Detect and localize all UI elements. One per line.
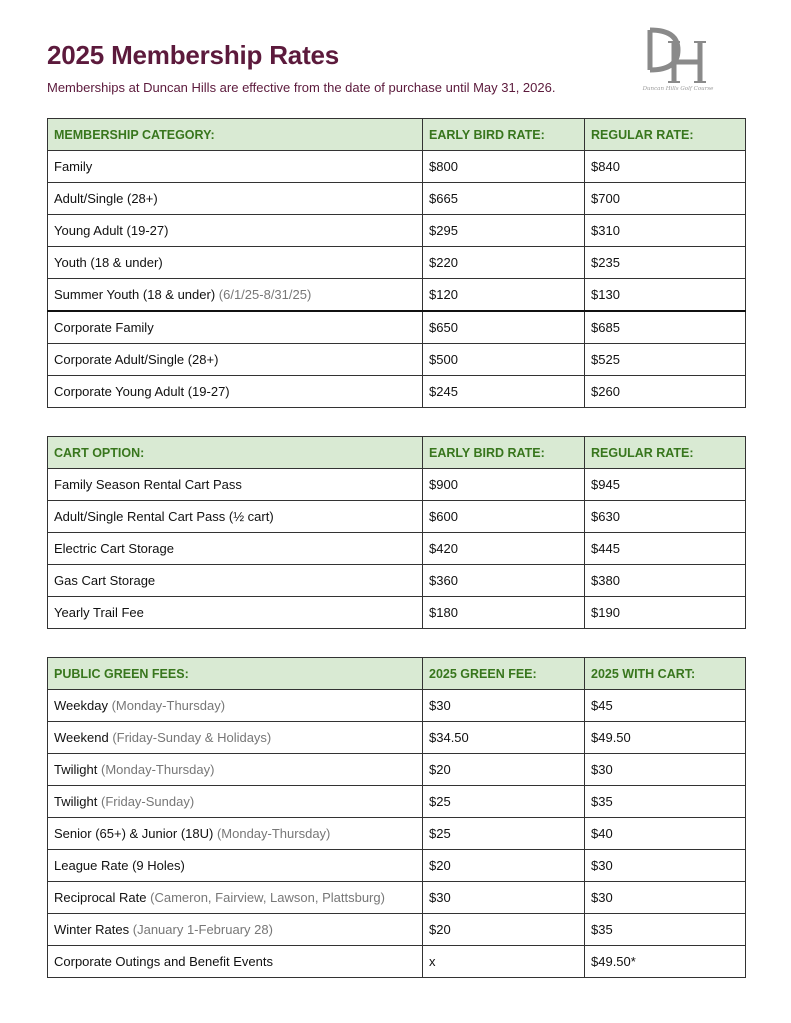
column-header: MEMBERSHIP CATEGORY: <box>48 119 423 151</box>
fee-type-note: (Monday-Thursday) <box>216 826 331 841</box>
category-name: Youth (18 & under) <box>54 255 163 270</box>
green-fee-cell: $20 <box>423 850 585 882</box>
fee-type-name: Winter Rates <box>54 922 130 937</box>
table-row <box>48 690 746 722</box>
category-cell <box>48 151 423 183</box>
fee-type-cell <box>48 786 423 818</box>
early-bird-cell: $665 <box>423 183 585 215</box>
early-bird-cell: $180 <box>423 597 585 629</box>
category-name: Summer Youth (18 & under) <box>54 287 216 302</box>
regular-cell: $525 <box>585 344 746 376</box>
regular-cell: $700 <box>585 183 746 215</box>
cart-option-cell: Family Season Rental Cart Pass <box>48 469 423 501</box>
early-bird-cell: $220 <box>423 247 585 279</box>
fee-type-name: Senior (65+) & Junior (18U) <box>54 826 214 841</box>
fee-type-note: (Monday-Thursday) <box>111 698 226 713</box>
table-row <box>48 344 746 376</box>
early-bird-cell: $245 <box>423 376 585 408</box>
category-name: Young Adult (19-27) <box>54 223 169 238</box>
category-note: (6/1/25-8/31/25) <box>218 287 312 302</box>
category-cell <box>48 279 423 312</box>
regular-cell: $445 <box>585 533 746 565</box>
duncan-hills-logo <box>640 26 716 98</box>
category-cell <box>48 183 423 215</box>
with-cart-cell: $40 <box>585 818 746 850</box>
column-header: 2025 WITH CART: <box>585 658 746 690</box>
table-row <box>48 311 746 344</box>
table-header-row <box>48 119 746 151</box>
fee-type-name: Corporate Outings and Benefit Events <box>54 954 273 969</box>
table-row <box>48 565 746 597</box>
category-cell <box>48 247 423 279</box>
fee-type-cell <box>48 754 423 786</box>
with-cart-cell: $49.50* <box>585 946 746 978</box>
fee-type-name: Twilight <box>54 794 98 809</box>
table-row <box>48 882 746 914</box>
early-bird-cell: $500 <box>423 344 585 376</box>
table-header-row <box>48 437 746 469</box>
early-bird-cell: $900 <box>423 469 585 501</box>
category-cell <box>48 215 423 247</box>
fee-type-cell <box>48 722 423 754</box>
regular-cell: $685 <box>585 311 746 344</box>
dh-monogram-icon <box>640 26 716 86</box>
fee-type-cell <box>48 690 423 722</box>
early-bird-cell: $650 <box>423 311 585 344</box>
fee-type-name: Weekday <box>54 698 108 713</box>
regular-cell: $130 <box>585 279 746 312</box>
fee-type-cell <box>48 850 423 882</box>
early-bird-cell: $600 <box>423 501 585 533</box>
with-cart-cell: $49.50 <box>585 722 746 754</box>
fee-type-cell <box>48 818 423 850</box>
category-name: Corporate Adult/Single (28+) <box>54 352 219 367</box>
early-bird-cell: $360 <box>423 565 585 597</box>
category-cell <box>48 344 423 376</box>
fee-type-note: (Cameron, Fairview, Lawson, Plattsburg) <box>150 890 385 905</box>
category-cell <box>48 311 423 344</box>
table-row <box>48 279 746 312</box>
table-row <box>48 215 746 247</box>
column-header: PUBLIC GREEN FEES: <box>48 658 423 690</box>
category-name: Family <box>54 159 93 174</box>
cart-option-cell: Gas Cart Storage <box>48 565 423 597</box>
column-header: EARLY BIRD RATE: <box>423 437 585 469</box>
with-cart-cell: $45 <box>585 690 746 722</box>
column-header: REGULAR RATE: <box>585 437 746 469</box>
fee-type-name: Reciprocal Rate <box>54 890 147 905</box>
green-fee-cell: $20 <box>423 914 585 946</box>
column-header: REGULAR RATE: <box>585 119 746 151</box>
regular-cell: $630 <box>585 501 746 533</box>
fee-type-name: Weekend <box>54 730 109 745</box>
table-row <box>48 786 746 818</box>
regular-cell: $380 <box>585 565 746 597</box>
fee-type-note: (Monday-Thursday) <box>100 762 215 777</box>
green-fee-cell: $34.50 <box>423 722 585 754</box>
category-cell <box>48 376 423 408</box>
table-row <box>48 183 746 215</box>
regular-cell: $190 <box>585 597 746 629</box>
table-row <box>48 914 746 946</box>
category-name: Corporate Family <box>54 320 154 335</box>
table-row <box>48 376 746 408</box>
table-row <box>48 247 746 279</box>
table-row <box>48 946 746 978</box>
with-cart-cell: $30 <box>585 850 746 882</box>
regular-cell: $945 <box>585 469 746 501</box>
fee-type-note: (Friday-Sunday) <box>100 794 195 809</box>
column-header: 2025 GREEN FEE: <box>423 658 585 690</box>
with-cart-cell: $30 <box>585 754 746 786</box>
fee-type-name: Twilight <box>54 762 98 777</box>
early-bird-cell: $800 <box>423 151 585 183</box>
green-fee-cell: $30 <box>423 882 585 914</box>
column-header: CART OPTION: <box>48 437 423 469</box>
page-subtitle: Memberships at Duncan Hills are effective from the date of purchase until May 31, 2026. <box>47 80 556 95</box>
table-row <box>48 501 746 533</box>
early-bird-cell: $420 <box>423 533 585 565</box>
cart-option-cell: Yearly Trail Fee <box>48 597 423 629</box>
table-row <box>48 597 746 629</box>
fee-type-cell <box>48 946 423 978</box>
column-header: EARLY BIRD RATE: <box>423 119 585 151</box>
category-name: Adult/Single (28+) <box>54 191 158 206</box>
fee-type-name: League Rate (9 Holes) <box>54 858 185 873</box>
category-name: Corporate Young Adult (19-27) <box>54 384 230 399</box>
fee-type-cell <box>48 882 423 914</box>
fee-type-note: (Friday-Sunday & Holidays) <box>112 730 272 745</box>
green-fee-cell: $25 <box>423 818 585 850</box>
early-bird-cell: $295 <box>423 215 585 247</box>
regular-cell: $310 <box>585 215 746 247</box>
fee-type-note: (January 1-February 28) <box>132 922 273 937</box>
cart-option-cell: Electric Cart Storage <box>48 533 423 565</box>
green-fee-cell: x <box>423 946 585 978</box>
table-row <box>48 722 746 754</box>
logo-caption: Duncan Hills Golf Course <box>642 86 714 92</box>
table-row <box>48 469 746 501</box>
regular-cell: $235 <box>585 247 746 279</box>
green-fee-cell: $20 <box>423 754 585 786</box>
table-row <box>48 818 746 850</box>
regular-cell: $840 <box>585 151 746 183</box>
with-cart-cell: $30 <box>585 882 746 914</box>
with-cart-cell: $35 <box>585 786 746 818</box>
membership-rates-table <box>47 118 746 408</box>
with-cart-cell: $35 <box>585 914 746 946</box>
green-fee-cell: $25 <box>423 786 585 818</box>
public-green-fees-table <box>47 657 746 978</box>
table-row <box>48 151 746 183</box>
fee-type-cell <box>48 914 423 946</box>
table-row <box>48 533 746 565</box>
regular-cell: $260 <box>585 376 746 408</box>
table-row <box>48 754 746 786</box>
page-title: 2025 Membership Rates <box>47 40 340 70</box>
early-bird-cell: $120 <box>423 279 585 312</box>
table-row <box>48 850 746 882</box>
cart-options-table <box>47 436 746 629</box>
cart-option-cell: Adult/Single Rental Cart Pass (½ cart) <box>48 501 423 533</box>
green-fee-cell: $30 <box>423 690 585 722</box>
table-header-row <box>48 658 746 690</box>
